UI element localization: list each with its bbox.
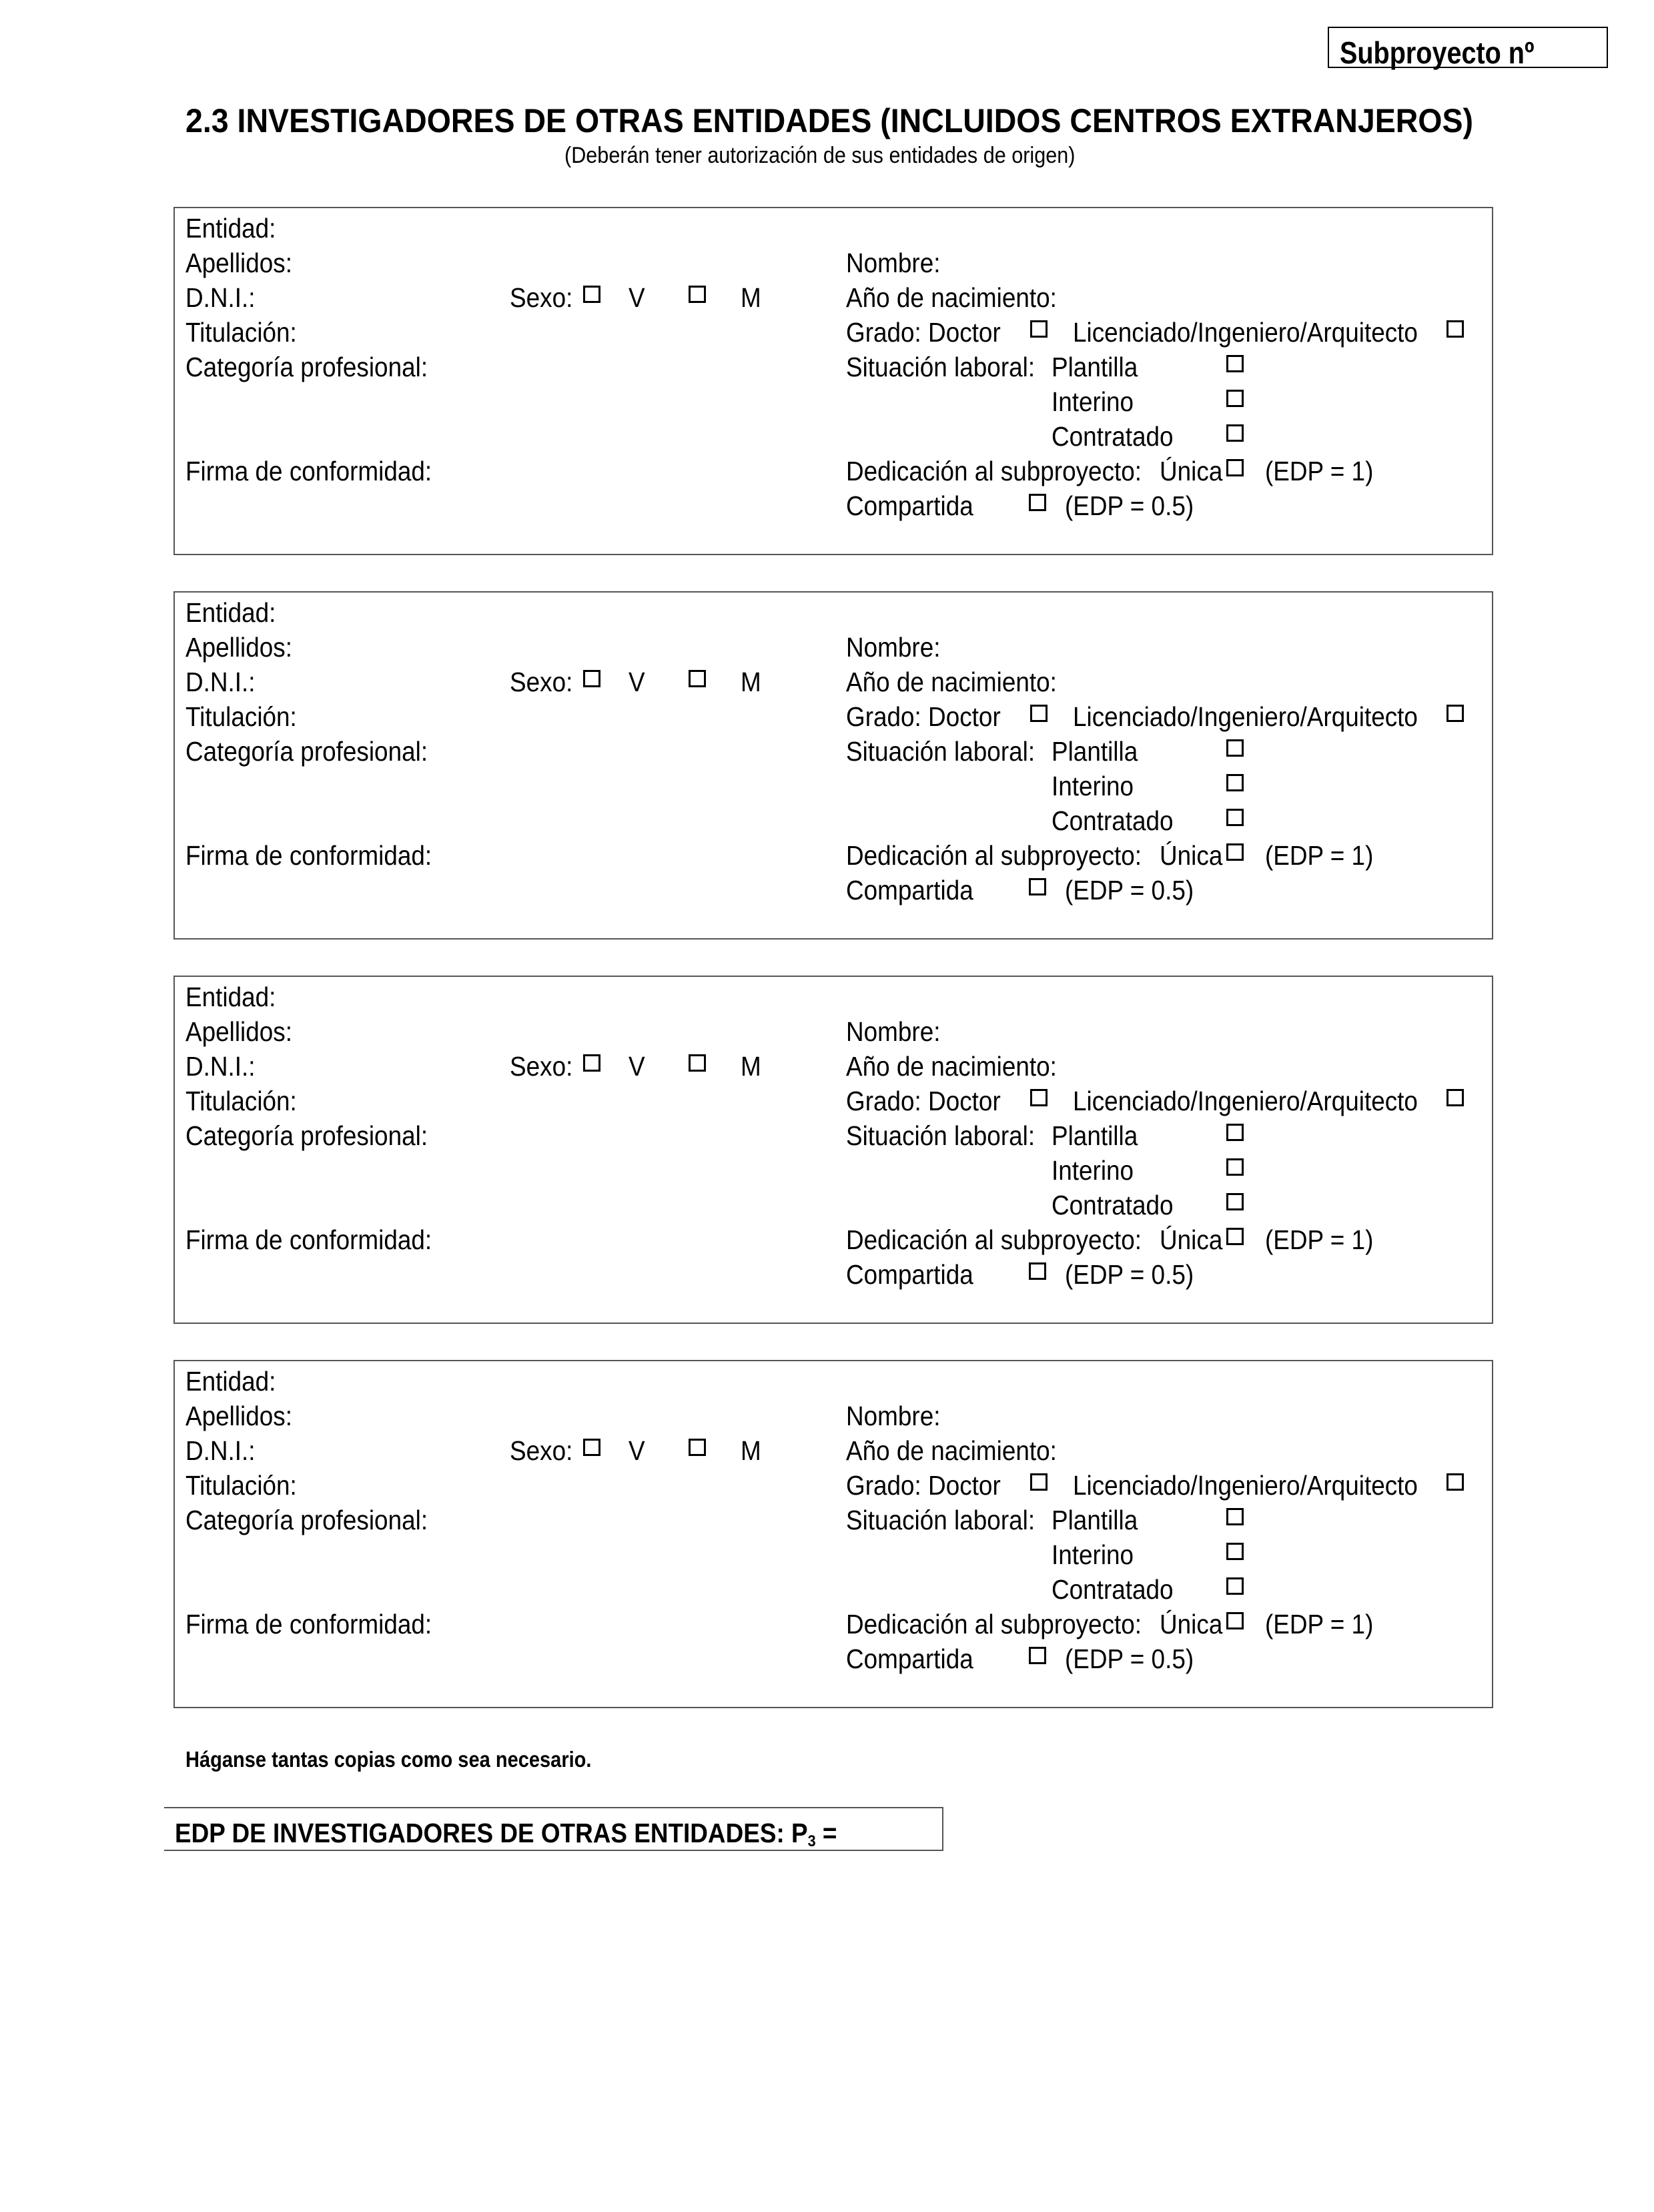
dni-label: D.N.I.: [185,667,256,697]
plantilla-label: Plantilla [1052,736,1138,767]
unica-label: Única [1160,840,1223,871]
compartida-label: Compartida [846,490,973,521]
contratado-checkbox[interactable] [1226,424,1244,442]
licenciado-label: Licenciado/Ingeniero/Arquitecto [1073,701,1418,732]
edp-summary-box [164,1807,943,1851]
grado-doctor-checkbox[interactable] [1030,320,1048,338]
edp-1-label: (EDP = 1) [1265,1609,1374,1639]
licenciado-label: Licenciado/Ingeniero/Arquitecto [1073,1086,1418,1116]
grado-doctor-checkbox[interactable] [1030,1089,1048,1106]
dni-label: D.N.I.: [185,1051,256,1082]
nombre-label: Nombre: [846,1401,941,1431]
apellidos-label: Apellidos: [185,632,293,663]
contratado-label: Contratado [1052,1574,1174,1605]
subproject-box [1328,27,1608,68]
contratado-label: Contratado [1052,1190,1174,1220]
entidad-label: Entidad: [185,1366,276,1397]
contratado-checkbox[interactable] [1226,809,1244,826]
compartida-checkbox[interactable] [1029,494,1046,511]
contratado-label: Contratado [1052,421,1174,452]
unica-checkbox[interactable] [1226,1228,1244,1245]
interino-label: Interino [1052,386,1134,417]
titulacion-label: Titulación: [185,701,297,732]
interino-label: Interino [1052,1155,1134,1186]
entidad-label: Entidad: [185,213,276,244]
nombre-label: Nombre: [846,1016,941,1047]
plantilla-checkbox[interactable] [1226,1508,1244,1525]
subproject-label: Subproyecto nº [1340,35,1535,70]
contratado-checkbox[interactable] [1226,1577,1244,1595]
researcher-block-1 [173,207,1493,555]
apellidos-label: Apellidos: [185,1401,293,1431]
researcher-block-2 [173,591,1493,940]
sexo-v-checkbox[interactable] [583,1054,600,1072]
sexo-label: Sexo: [510,667,573,697]
edp-05-label: (EDP = 0.5) [1065,1643,1194,1674]
edp-1-label: (EDP = 1) [1265,1224,1374,1255]
situacion-label: Situación laboral: [846,736,1036,767]
licenciado-label: Licenciado/Ingeniero/Arquitecto [1073,1470,1418,1501]
titulacion-label: Titulación: [185,1470,297,1501]
interino-checkbox[interactable] [1226,1158,1244,1176]
unica-label: Única [1160,456,1223,486]
edp-1-label: (EDP = 1) [1265,840,1374,871]
licenciado-checkbox[interactable] [1446,705,1464,722]
unica-checkbox[interactable] [1226,843,1244,861]
interino-label: Interino [1052,771,1134,801]
nombre-label: Nombre: [846,632,941,663]
licenciado-checkbox[interactable] [1446,1473,1464,1491]
sexo-m-label: M [741,1051,761,1082]
sexo-m-label: M [741,1435,761,1466]
firma-label: Firma de conformidad: [185,1609,432,1639]
interino-checkbox[interactable] [1226,1543,1244,1560]
contratado-checkbox[interactable] [1226,1193,1244,1210]
firma-label: Firma de conformidad: [185,840,432,871]
anio-label: Año de nacimiento: [846,667,1057,697]
sexo-v-label: V [629,667,645,697]
dedicacion-label: Dedicación al subproyecto: [846,840,1142,871]
edp-subscript: 3 [807,1832,816,1850]
sexo-v-label: V [629,1435,645,1466]
edp-equals: = [815,1818,837,1848]
contratado-label: Contratado [1052,805,1174,836]
plantilla-label: Plantilla [1052,1120,1138,1151]
nombre-label: Nombre: [846,248,941,278]
situacion-label: Situación laboral: [846,352,1036,382]
plantilla-checkbox[interactable] [1226,739,1244,757]
plantilla-label: Plantilla [1052,1505,1138,1535]
unica-label: Única [1160,1224,1223,1255]
categoria-label: Categoría profesional: [185,736,428,767]
interino-checkbox[interactable] [1226,774,1244,791]
categoria-label: Categoría profesional: [185,1505,428,1535]
apellidos-label: Apellidos: [185,248,293,278]
anio-label: Año de nacimiento: [846,1051,1057,1082]
sexo-label: Sexo: [510,1435,573,1466]
dni-label: D.N.I.: [185,1435,256,1466]
situacion-label: Situación laboral: [846,1120,1036,1151]
grado-doctor-label: Grado: Doctor [846,1086,1001,1116]
sexo-label: Sexo: [510,282,573,313]
compartida-checkbox[interactable] [1029,1262,1046,1280]
edp-05-label: (EDP = 0.5) [1065,875,1194,905]
entidad-label: Entidad: [185,597,276,628]
compartida-label: Compartida [846,875,973,905]
sexo-m-checkbox[interactable] [689,670,706,687]
sexo-m-label: M [741,667,761,697]
sexo-v-checkbox[interactable] [583,1439,600,1456]
compartida-checkbox[interactable] [1029,1647,1046,1664]
categoria-label: Categoría profesional: [185,1120,428,1151]
licenciado-checkbox[interactable] [1446,320,1464,338]
apellidos-label: Apellidos: [185,1016,293,1047]
titulacion-label: Titulación: [185,317,297,348]
copies-note: Háganse tantas copias como sea necesario. [185,1747,592,1772]
plantilla-label: Plantilla [1052,352,1138,382]
anio-label: Año de nacimiento: [846,1435,1057,1466]
firma-label: Firma de conformidad: [185,1224,432,1255]
interino-checkbox[interactable] [1226,390,1244,407]
sexo-m-checkbox[interactable] [689,1054,706,1072]
titulacion-label: Titulación: [185,1086,297,1116]
edp-summary-label [175,1818,837,1851]
dedicacion-label: Dedicación al subproyecto: [846,1609,1142,1639]
edp-label-text: EDP DE INVESTIGADORES DE OTRAS ENTIDADES: P [175,1818,808,1848]
dni-label: D.N.I.: [185,282,256,313]
categoria-label: Categoría profesional: [185,352,428,382]
plantilla-checkbox[interactable] [1226,355,1244,372]
entidad-label: Entidad: [185,982,276,1012]
interino-label: Interino [1052,1539,1134,1570]
grado-doctor-label: Grado: Doctor [846,317,1001,348]
grado-doctor-checkbox[interactable] [1030,705,1048,722]
anio-label: Año de nacimiento: [846,282,1057,313]
unica-label: Única [1160,1609,1223,1639]
page-title: 2.3 INVESTIGADORES DE OTRAS ENTIDADES (INCLUIDOS CENTROS EXTRANJEROS) [185,102,1473,139]
sexo-m-label: M [741,282,761,313]
edp-05-label: (EDP = 0.5) [1065,490,1194,521]
sexo-v-label: V [629,1051,645,1082]
grado-doctor-label: Grado: Doctor [846,701,1001,732]
compartida-label: Compartida [846,1643,973,1674]
grado-doctor-label: Grado: Doctor [846,1470,1001,1501]
unica-checkbox[interactable] [1226,1612,1244,1629]
sexo-m-checkbox[interactable] [689,286,706,303]
licenciado-label: Licenciado/Ingeniero/Arquitecto [1073,317,1418,348]
grado-doctor-checkbox[interactable] [1030,1473,1048,1491]
licenciado-checkbox[interactable] [1446,1089,1464,1106]
sexo-v-label: V [629,282,645,313]
sexo-m-checkbox[interactable] [689,1439,706,1456]
situacion-label: Situación laboral: [846,1505,1036,1535]
compartida-checkbox[interactable] [1029,878,1046,895]
plantilla-checkbox[interactable] [1226,1124,1244,1141]
compartida-label: Compartida [846,1259,973,1290]
dedicacion-label: Dedicación al subproyecto: [846,456,1142,486]
edp-05-label: (EDP = 0.5) [1065,1259,1194,1290]
unica-checkbox[interactable] [1226,459,1244,476]
firma-label: Firma de conformidad: [185,456,432,486]
sexo-v-checkbox[interactable] [583,286,600,303]
sexo-label: Sexo: [510,1051,573,1082]
page-subtitle: (Deberán tener autorización de sus entidades de origen) [564,143,1076,168]
dedicacion-label: Dedicación al subproyecto: [846,1224,1142,1255]
researcher-block-4 [173,1360,1493,1708]
edp-1-label: (EDP = 1) [1265,456,1374,486]
sexo-v-checkbox[interactable] [583,670,600,687]
researcher-block-3 [173,976,1493,1324]
